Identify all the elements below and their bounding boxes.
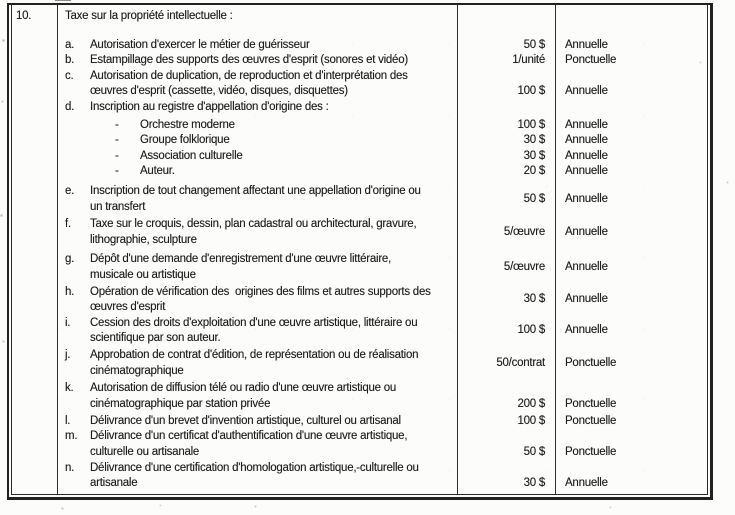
row-frequency: Ponctuelle — [565, 397, 617, 410]
scan-artifact — [55, 0, 71, 1]
table-row — [12, 69, 707, 100]
row-letter: k. — [65, 382, 74, 395]
row-letter: n. — [65, 461, 75, 474]
row-frequency: Annuelle — [565, 118, 608, 131]
row-description: a. Autorisation d'exercer le métier de guérisseur — [57, 38, 457, 54]
row-amount: 5/œuvre — [503, 261, 545, 274]
row-description: h. Opération de vérification des origines des films et autres supports des œuvres d'esprit — [57, 285, 457, 316]
row-frequency: Annuelle — [565, 149, 608, 162]
row-frequency: Annuelle — [565, 85, 608, 98]
row-description: - Groupe folklorique — [57, 133, 457, 149]
scan-noise — [0, 0, 1, 1]
row-amount: 20 $ — [523, 165, 545, 178]
row-frequency: Ponctuelle — [565, 357, 617, 370]
row-letter: d. — [65, 100, 75, 113]
row-frequency: Annuelle — [565, 324, 608, 337]
row-frequency: Annuelle — [565, 293, 608, 306]
row-description: - Auteur. — [57, 164, 457, 180]
table-row — [12, 285, 707, 316]
row-letter: j. — [65, 349, 71, 362]
table-subrow — [12, 149, 707, 165]
row-frequency: Annuelle — [565, 38, 608, 51]
row-amount: 5/œuvre — [503, 225, 545, 238]
row-description: c. Autorisation de duplication, de reproduction et d'interprétation des œuvres d'esprit (cassette, vidéo, disques, disquettes) — [57, 69, 457, 100]
row-frequency: Ponctuelle — [565, 445, 617, 458]
table-row — [12, 217, 707, 248]
row-letter: g. — [65, 253, 75, 266]
row-letter: b. — [65, 54, 75, 67]
row-description: d. Inscription au registre d'appellation d'origine des : — [57, 100, 457, 116]
row-description — [57, 9, 457, 25]
row-description: k. Autorisation de diffusion télé ou radio d'une œuvre artistique ou cinématographique par station privée — [57, 381, 457, 412]
row-frequency: Annuelle — [565, 477, 608, 490]
row-frequency: Annuelle — [565, 261, 608, 274]
row-amount: 50 $ — [523, 38, 545, 51]
row-amount: 30 $ — [523, 134, 545, 147]
row-amount: 100 $ — [517, 85, 545, 98]
section-title: Taxe sur la propriété intellectuelle : — [65, 10, 233, 22]
item-number: 10. — [16, 10, 32, 22]
fees-table-frame — [11, 5, 708, 495]
row-amount: 100 $ — [517, 324, 545, 337]
row-description: e. Inscription de tout changement affectant une appellation d'origine ou un transfert — [57, 184, 457, 215]
row-description: g. Dépôt d'une demande d'enregistrement d'une œuvre littéraire, musicale ou artistique — [57, 252, 457, 283]
row-description: f. Taxe sur le croquis, dessin, plan cadastral ou architectural, gravure, lithographie, sculpture — [57, 217, 457, 248]
table-title-row — [12, 9, 707, 25]
row-amount: 50 $ — [523, 192, 545, 205]
table-row — [12, 348, 707, 379]
list-dash: - — [115, 118, 119, 131]
row-letter: m. — [65, 430, 78, 443]
row-letter: e. — [65, 184, 75, 197]
list-dash: - — [115, 134, 119, 147]
row-amount: 100 $ — [517, 118, 545, 131]
table-row — [12, 414, 707, 430]
row-description: i. Cession des droits d'exploitation d'une œuvre artistique, littéraire ou scientifique par son auteur. — [57, 316, 457, 347]
row-frequency: Ponctuelle — [565, 54, 617, 67]
row-letter: f. — [65, 218, 71, 231]
table-row — [12, 381, 707, 412]
row-description: j. Approbation de contrat d'édition, de représentation ou de réalisation cinématographique — [57, 348, 457, 379]
row-description: n. Délivrance d'une certification d'homologation artistique,-culturelle ou artisanale — [57, 461, 457, 492]
row-amount: 200 $ — [517, 397, 545, 410]
table-subrow — [12, 118, 707, 134]
row-letter: a. — [65, 38, 75, 51]
list-dash: - — [115, 149, 119, 162]
table-subrow — [12, 133, 707, 149]
row-frequency: Annuelle — [565, 165, 608, 178]
row-letter: h. — [65, 285, 75, 298]
row-frequency: Annuelle — [565, 134, 608, 147]
row-frequency: Ponctuelle — [565, 414, 617, 427]
table-row — [12, 316, 707, 347]
row-amount: 50/contrat — [496, 357, 545, 370]
table-content — [12, 5, 707, 494]
row-letter: i. — [65, 316, 71, 329]
list-dash: - — [115, 165, 119, 178]
row-amount: 100 $ — [517, 414, 545, 427]
row-frequency: Annuelle — [565, 225, 608, 238]
table-subrow — [12, 164, 707, 180]
row-amount: 30 $ — [523, 149, 545, 162]
table-row — [12, 429, 707, 460]
table-row — [12, 461, 707, 492]
row-amount: 30 $ — [523, 477, 545, 490]
table-row — [12, 100, 707, 116]
row-description: l. Délivrance d'un brevet d'invention artistique, culturel ou artisanal — [57, 414, 457, 430]
table-row — [12, 53, 707, 69]
row-description: - Orchestre moderne — [57, 118, 457, 134]
row-amount: 30 $ — [523, 293, 545, 306]
table-row — [12, 38, 707, 54]
row-amount: 50 $ — [523, 445, 545, 458]
row-frequency: Annuelle — [565, 192, 608, 205]
table-row — [12, 184, 707, 215]
table-row — [12, 252, 707, 283]
row-description: - Association culturelle — [57, 149, 457, 165]
row-amount: 1/unité — [512, 54, 545, 67]
row-letter: c. — [65, 69, 74, 82]
row-letter: l. — [65, 414, 71, 427]
row-description: m. Délivrance d'un certificat d'authentification d'une œuvre artistique, culturelle ou artisanale — [57, 429, 457, 460]
fees-table — [7, 3, 713, 500]
row-description: b. Estampillage des supports des œuvres d'esprit (sonores et vidéo) — [57, 53, 457, 69]
